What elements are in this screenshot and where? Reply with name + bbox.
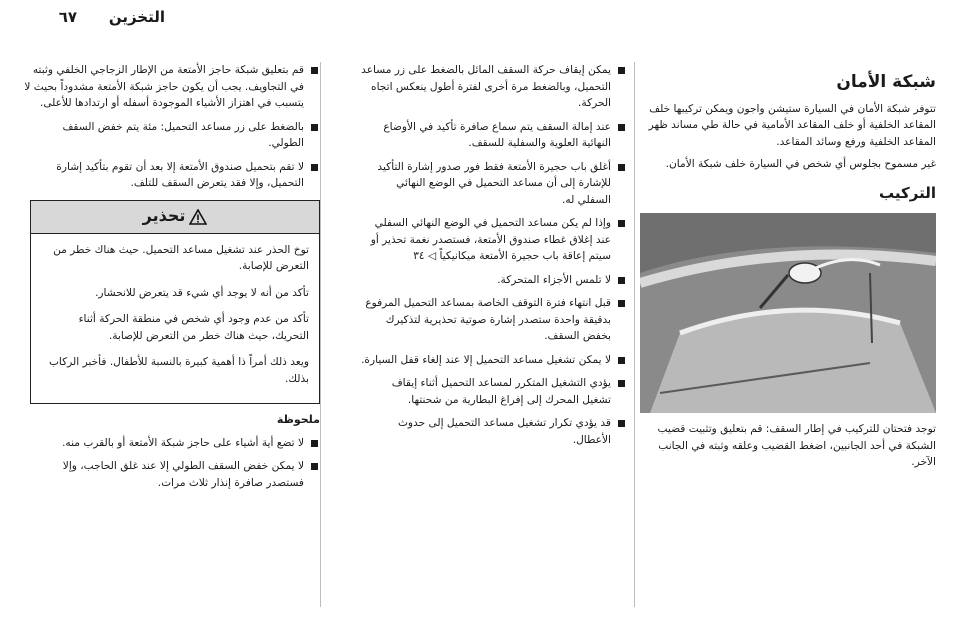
note-title: ملحوظة bbox=[276, 413, 320, 426]
warning-header bbox=[31, 201, 319, 234]
warning-paragraph: تأكد من عدم وجود أي شخص في منطقة الحركة أثناء التحريك، حيث هناك خطر من التعرض للإصابة. bbox=[78, 313, 309, 342]
warning-body bbox=[31, 234, 319, 404]
column-right bbox=[24, 62, 320, 498]
list-item: أغلق باب حجيرة الأمتعة فقط فور صدور إشارة التأكيد للإشارة إلى أن مساعد التحميل في الوضع النهائي السفلي له. bbox=[361, 159, 627, 209]
list-item: قبل انتهاء فترة التوقف الخاصة بمساعد التحميل المرفوع بدقيقة واحدة ستصدر إشارة صوتية تحذيرية لتذكيرك بخفض السقف. bbox=[361, 295, 627, 345]
note-list bbox=[24, 435, 320, 492]
list-item: قم بتعليق شبكة حاجز الأمتعة من الإطار الزجاجي الخلفي وثبته في التجاويف. يجب أن يكون حاجز شبكة الأمتعة مشدوداً بحيث لا يتسبب في اهتزاز الأشياء الموجودة أسفله أو ارتدادها للأعلى. bbox=[24, 62, 320, 112]
subsection-title: التركيب bbox=[879, 183, 936, 202]
column-divider-right bbox=[634, 62, 635, 607]
cargo-net-illustration-icon bbox=[640, 213, 936, 413]
list-item: وإذا لم يكن مساعد التحميل في الوضع النهائي السفلي عند إغلاق غطاء صندوق الأمتعة، فستصدر نغمة تحذير أو سيتم إعاقة باب حجيرة الأمتعة ميكانيكياً ◁ ٣٤ bbox=[361, 215, 627, 265]
page-header bbox=[0, 0, 960, 40]
list-item: بالضغط على زر مساعد التحميل: مئة يتم خفض السقف الطولي. bbox=[24, 119, 320, 152]
column-divider-left bbox=[320, 62, 321, 607]
warning-title: تحذير bbox=[142, 206, 186, 226]
installation-illustration bbox=[640, 213, 936, 413]
warning-triangle-icon bbox=[189, 209, 207, 225]
warning-paragraph: توخ الحذر عند تشغيل مساعد التحميل. حيث هناك خطر من التعرض للإصابة. bbox=[53, 243, 309, 272]
paragraph: تتوفر شبكة الأمان في السيارة ستيشن واجون ويمكن تركيبها خلف المقاعد الخلفية أو خلف المقاعد الأمامية في حالة طي مساند ظهر المقاعد الخلفية ورفع وسائد المقاعد. bbox=[648, 102, 936, 148]
list-item: لا يمكن خفض السقف الطولي إلا عند غلق الحاجب، وإلا فستصدر صافرة إنذار ثلاث مرات. bbox=[24, 458, 320, 491]
bullet-list bbox=[24, 62, 320, 192]
list-item: يؤدي التشغيل المتكرر لمساعد التحميل أثناء إيقاف تشغيل المحرك إلى إفراغ البطارية من شحنتها. bbox=[361, 375, 627, 408]
paragraph: غير مسموح بجلوس أي شخص في السيارة خلف شبكة الأمان. bbox=[665, 158, 936, 170]
warning-paragraph: تأكد من أنه لا يوجد أي شيء قد يتعرض للانحشار. bbox=[95, 286, 309, 299]
column-middle bbox=[361, 62, 627, 455]
list-item: لا تضع أية أشياء على حاجز شبكة الأمتعة أو بالقرب منه. bbox=[24, 435, 320, 452]
illustration-caption: توجد فتحتان للتركيب في إطار السقف: قم بتعليق وتثبيت قضيب الشبكة في أحد الجانبين، اضغط القضيب وعلقه وثبته في الجانب الآخر. bbox=[657, 423, 936, 468]
bullet-list bbox=[361, 62, 627, 448]
list-item: عند إمالة السقف يتم سماع صافرة تأكيد في الأوضاع النهائية العلوية والسفلية للسقف. bbox=[361, 119, 627, 152]
list-item: لا تقم بتحميل صندوق الأمتعة إلا بعد أن تقوم بتأكيد إشارة التحميل، وإلا فقد يتعرض السقف للتلف. bbox=[24, 159, 320, 192]
chapter-title: التخزين bbox=[108, 8, 165, 26]
list-item: لا يمكن تشغيل مساعد التحميل إلا عند إلغاء قفل السيارة. bbox=[361, 352, 627, 369]
warning-paragraph: ويعد ذلك أمراً ذا أهمية كبيرة بالنسبة للأطفال. فأخبر الركاب بذلك. bbox=[48, 356, 309, 385]
section-title: شبكة الأمان bbox=[836, 72, 936, 92]
list-item: قد يؤدي تكرار تشغيل مساعد التحميل إلى حدوث الأعطال. bbox=[361, 415, 627, 448]
column-left bbox=[636, 74, 936, 471]
list-item: لا تلمس الأجزاء المتحركة. bbox=[361, 272, 627, 289]
page-number: ٦٧ bbox=[58, 8, 77, 26]
list-item: يمكن إيقاف حركة السقف المائل بالضغط على زر مساعد التحميل، وبالضغط مرة أخرى لفترة أطول ينعكس اتجاه الحركة. bbox=[361, 62, 627, 112]
warning-box bbox=[30, 200, 320, 405]
